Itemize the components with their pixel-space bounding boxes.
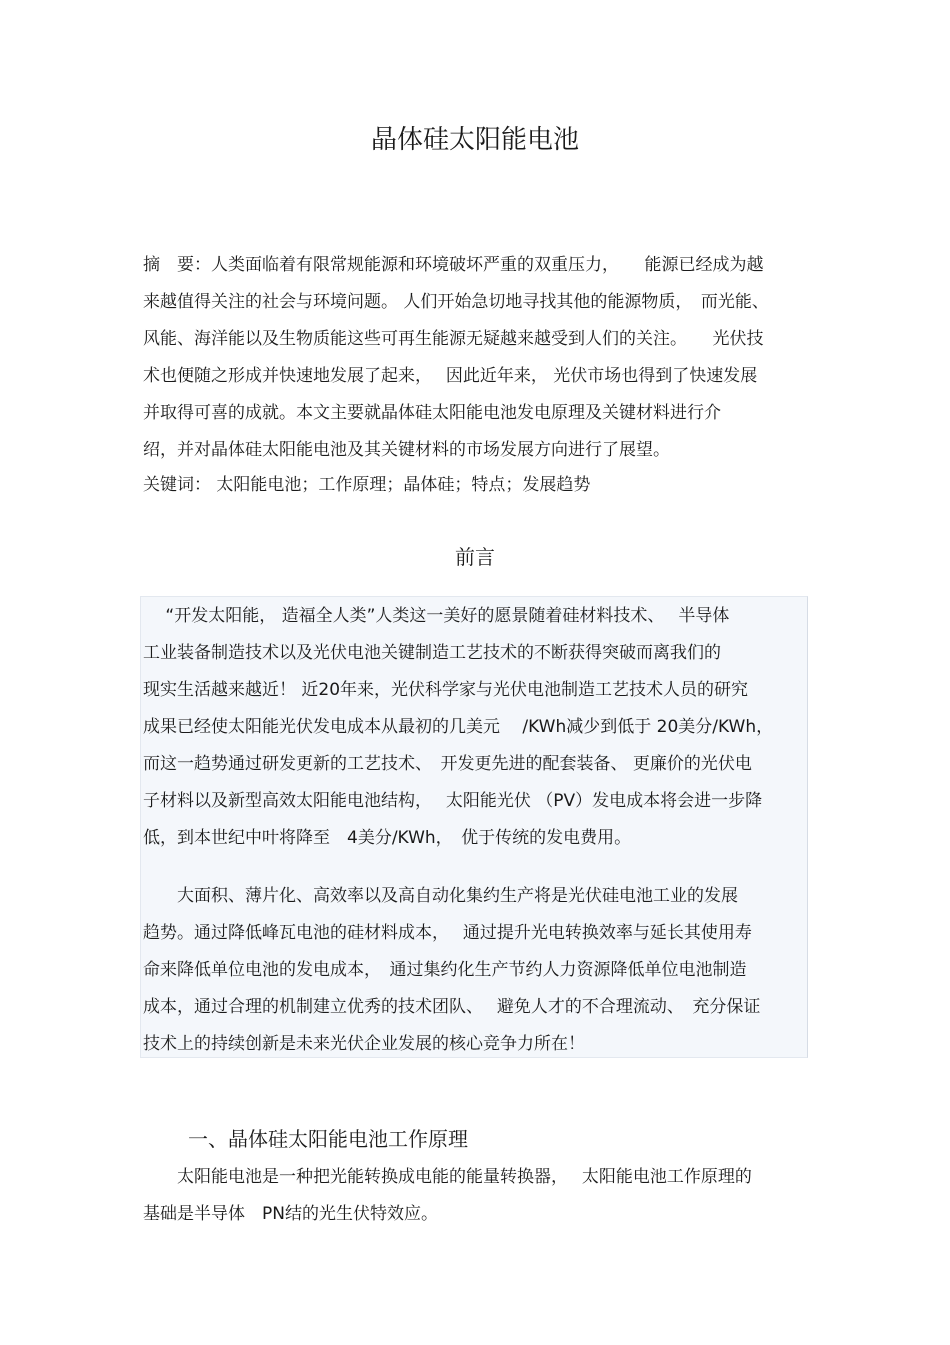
preface-line: 而这一趋势通过研发更新的工艺技术、 开发更先进的配套装备、 更廉价的光伏电 [143,754,752,774]
chapter-1-heading: 一、晶体硅太阳能电池工作原理 [188,1127,468,1151]
keywords-line: 关键词： 太阳能电池；工作原理；晶体硅；特点；发展趋势 [143,475,591,495]
preface-line: 趋势。通过降低峰瓦电池的硅材料成本， 通过提升光电转换效率与延长其使用寿 [143,923,752,943]
preface-line: 子材料以及新型高效太阳能电池结构， 太阳能光伏 （PV）发电成本将会进一步降 [143,791,763,811]
keywords [143,467,808,504]
document-title: 晶体硅太阳能电池 [370,125,579,155]
abstract-line: 风能、海洋能以及生物质能这些可再生能源无疑越来越受到人们的关注。 光伏技 [143,329,764,349]
chapter-1-line: 太阳能电池是一种把光能转换成电能的能量转换器， 太阳能电池工作原理的 [143,1167,752,1187]
chapter-1-line: 基础是半导体 PN结的光生伏特效应。 [143,1204,438,1224]
preface-line: “开发太阳能， 造福全人类”人类这一美好的愿景随着硅材料技术、 半导体 [143,606,730,626]
abstract-line: 摘 要：人类面临着有限常规能源和环境破坏严重的双重压力， 能源已经成为越 [143,255,764,275]
preface-line: 成果已经使太阳能光伏发电成本从最初的几美元 /KWh减少到低于 20美分/KWh， [143,717,774,737]
abstract-line: 术也便随之形成并快速地发展了起来， 因此近年来， 光伏市场也得到了快速发展 [143,366,758,386]
preface-line: 成本，通过合理的机制建立优秀的技术团队、 避免人才的不合理流动、 充分保证 [143,997,761,1017]
preface-line: 低，到本世纪中叶将降至 4美分/KWh， 优于传统的发电费用。 [143,828,632,848]
abstract-line: 并取得可喜的成就。本文主要就晶体硅太阳能电池发电原理及关键材料进行介 [143,403,721,423]
preface-line: 现实生活越来越近！ 近20年来，光伏科学家与光伏电池制造工艺技术人员的研究 [143,680,749,700]
abstract-line: 绍，并对晶体硅太阳能电池及其关键材料的市场发展方向进行了展望。 [143,440,670,460]
preface-paragraph-2 [143,878,808,1063]
preface-line: 大面积、薄片化、高效率以及高自动化集约生产将是光伏硅电池工业的发展 [143,886,738,906]
preface-line: 命来降低单位电池的发电成本， 通过集约化生产节约人力资源降低单位电池制造 [143,960,747,980]
abstract [143,247,808,469]
preface-paragraph-1 [143,598,808,857]
preface-line: 技术上的持续创新是未来光伏企业发展的核心竞争力所在！ [143,1034,585,1054]
preface-line: 工业装备制造技术以及光伏电池关键制造工艺技术的不断获得突破而离我们的 [143,643,721,663]
chapter-1-body [143,1159,808,1233]
preface-heading: 前言 [455,545,495,569]
abstract-line: 来越值得关注的社会与环境问题。 人们开始急切地寻找其他的能源物质， 而光能、 [143,292,769,312]
